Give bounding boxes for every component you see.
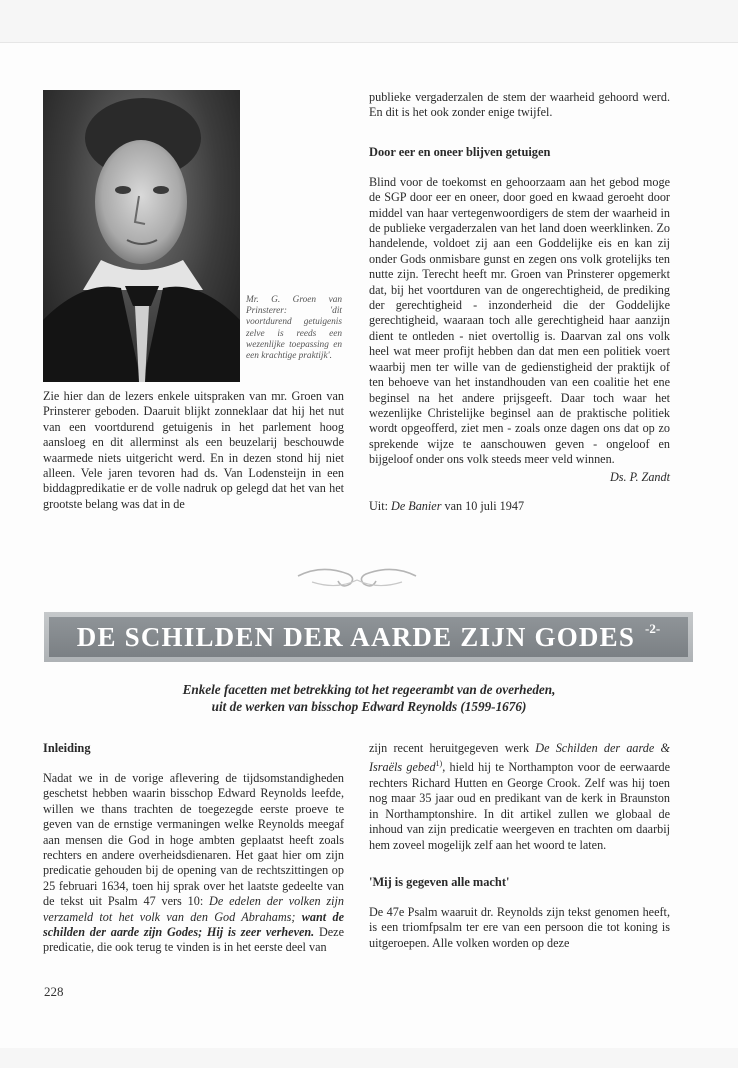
right-column-bottom bbox=[369, 741, 670, 951]
closing-paragraph: publieke vergaderzalen de stem der waarheid gehoord werd. En dit is het ook zonder enige twijfel. bbox=[369, 90, 670, 120]
source-prefix: Uit: bbox=[369, 498, 392, 513]
page-number: 228 bbox=[44, 984, 64, 999]
right-column-top bbox=[369, 90, 670, 514]
source-suffix: van 10 juli 1947 bbox=[441, 498, 525, 513]
subtitle-line-2: uit de werken van bisschop Edward Reynolds (1599-1676) bbox=[211, 699, 527, 714]
section-heading: Door eer en oneer blijven getuigen bbox=[369, 144, 551, 159]
book-title: De Schilden der aarde & Israëls gebed bbox=[369, 741, 671, 775]
article-part-number: -2- bbox=[645, 621, 661, 636]
inleiding-paragraph bbox=[43, 771, 344, 956]
inleiding-text-end: Deze predicatie, die ook terug te vinden is in het eerste deel van bbox=[43, 925, 344, 955]
reynolds-text-rest: , hield hij te Northampton voor de eerwaarde rechters Richard Hutten en George Crook. Zelf was hij toen nog maar 35 jaar oud en predikant van de kerk in Braunston in Northamptonshire. In dit artikel zullen we globaal de inhoud van zijn predicatie weergeven en trachten om daarbij hem zoveel mogelijk zelf aan het woord te laten. bbox=[369, 760, 670, 852]
source-title: De Banier bbox=[391, 498, 442, 513]
ornament-divider bbox=[292, 560, 422, 594]
reynolds-paragraph bbox=[369, 741, 670, 853]
psalm-quote: De edelen der volken zijn verzameld tot het volk van den God Abrahams; bbox=[43, 894, 345, 924]
body-paragraph: Blind voor de toekomst en gehoorzaam aan het gebod moge de SGP door eer en oneer, door goed en kwaad geroeht door middel van haar vertegenwoordigers de stem der waarheid in de publieke vergaderzalen van het land doen weerklinken. Zo handelende, voldoet zij aan een Goddelijke eis en kan zij onder Gods onmisbare gunst en zegen ons volk grotelijks ten nutte zijn. Terecht heeft mr. Groen van Prinsterer opgemerkt dat, bij het voortduren van de ongerechtigheid, de prediking der gerechtigheid - inzonderheid die der Goddelijke gerechtigheid, waaraan toch alle gerechtigheid haar aanzijn dient te ontleden - niet overtollig is. Daarvan zal ons volk heel wat meer profijt hebben dan dat men een politiek voert waarbij men ter wille van de gedienstigheid der praktijk of ten behoeve van het instandhouden van een coalitie het ene beginsel na het andere prijsgeeft. Daar toch waar het wezenlijke Christelijke beginsel aan de praktische politiek wordt opgeofferd, ziet men - zoals onze dagen ons dat op zo sprekende wijze te aanschouwen geven - ongeloof en bijgeloof onder ons volk steeds meer veld winnen. bbox=[369, 174, 670, 467]
inleiding-text: Nadat we in de vorige aflevering de tijdsomstandigheden geschetst hebben waarin bisschop Edward Reynolds leefde, willen we thans trachten de toegezegde eerste proeve te geven van de ernstige vermaningen welke Reynolds meegaf aan mensen die God in hoge ambten geplaatst heeft zoals rechters en andere overheidsdienaren. Het gaat hier om zijn predicatie gehouden bij de opening van de rechtszittingen op 25 februari 1634, toen hij sprak over het laatste gedeelte van de tekst uit Psalm 47 vers 10: bbox=[43, 771, 344, 909]
banner-inner bbox=[49, 617, 688, 657]
left-column-bottom bbox=[43, 741, 344, 956]
intro-paragraph: Zie hier dan de lezers enkele uitspraken van mr. Groen van Prinsterer geboden. Daaruit blijkt zonneklaar dat hij het nut van een voortdurend getuigenis in het parlement hoog aansloeg en dit allerminst als een beuzelarij beschouwde waarmede niets uitgericht werd. En in dezen stond hij niet alleen. Vele jaren tevoren had ds. Van Lodensteijn in een biddagpredikatie er de volle nadruk op gelegd dat het van het grootste belang was dat in de bbox=[43, 389, 344, 511]
portrait-photo bbox=[43, 90, 240, 382]
subtitle-line-1: Enkele facetten met betrekking tot het regeerambt van de overheden, bbox=[182, 682, 556, 697]
section-heading-inleiding: Inleiding bbox=[43, 741, 91, 755]
article-title: DE SCHILDEN DER AARDE ZIJN GODES bbox=[76, 622, 636, 652]
source-line bbox=[369, 499, 670, 514]
article-subtitle bbox=[60, 681, 678, 715]
portrait-illustration bbox=[43, 90, 240, 382]
left-column-top bbox=[43, 389, 344, 512]
section-heading-macht: 'Mij is gegeven alle macht' bbox=[369, 874, 510, 889]
reynolds-text-start: zijn recent heruitgegeven werk bbox=[369, 741, 536, 755]
portrait-caption: Mr. G. Groen van Prinsterer: 'dit voortdurend getuigenis zelve is reeds een wezenlijke toepassing en een krachtige praktijk'. bbox=[246, 295, 342, 362]
footnote-ref: 1) bbox=[435, 759, 443, 769]
author-signature: Ds. P. Zandt bbox=[609, 469, 670, 484]
psalm-quote-emphasis: want de schilden der aarde zijn Godes; Hij is zeer verheven. bbox=[43, 909, 345, 940]
psalm-paragraph: De 47e Psalm waaruit dr. Reynolds zijn tekst genomen heeft, is een triomfpsalm ter ere van een persoon die tot koning is uitgeroepen. Alle volken worden op deze bbox=[369, 904, 670, 950]
page-top-edge bbox=[0, 0, 738, 43]
page-bottom-edge bbox=[0, 1048, 738, 1068]
article-title-banner bbox=[44, 612, 693, 662]
